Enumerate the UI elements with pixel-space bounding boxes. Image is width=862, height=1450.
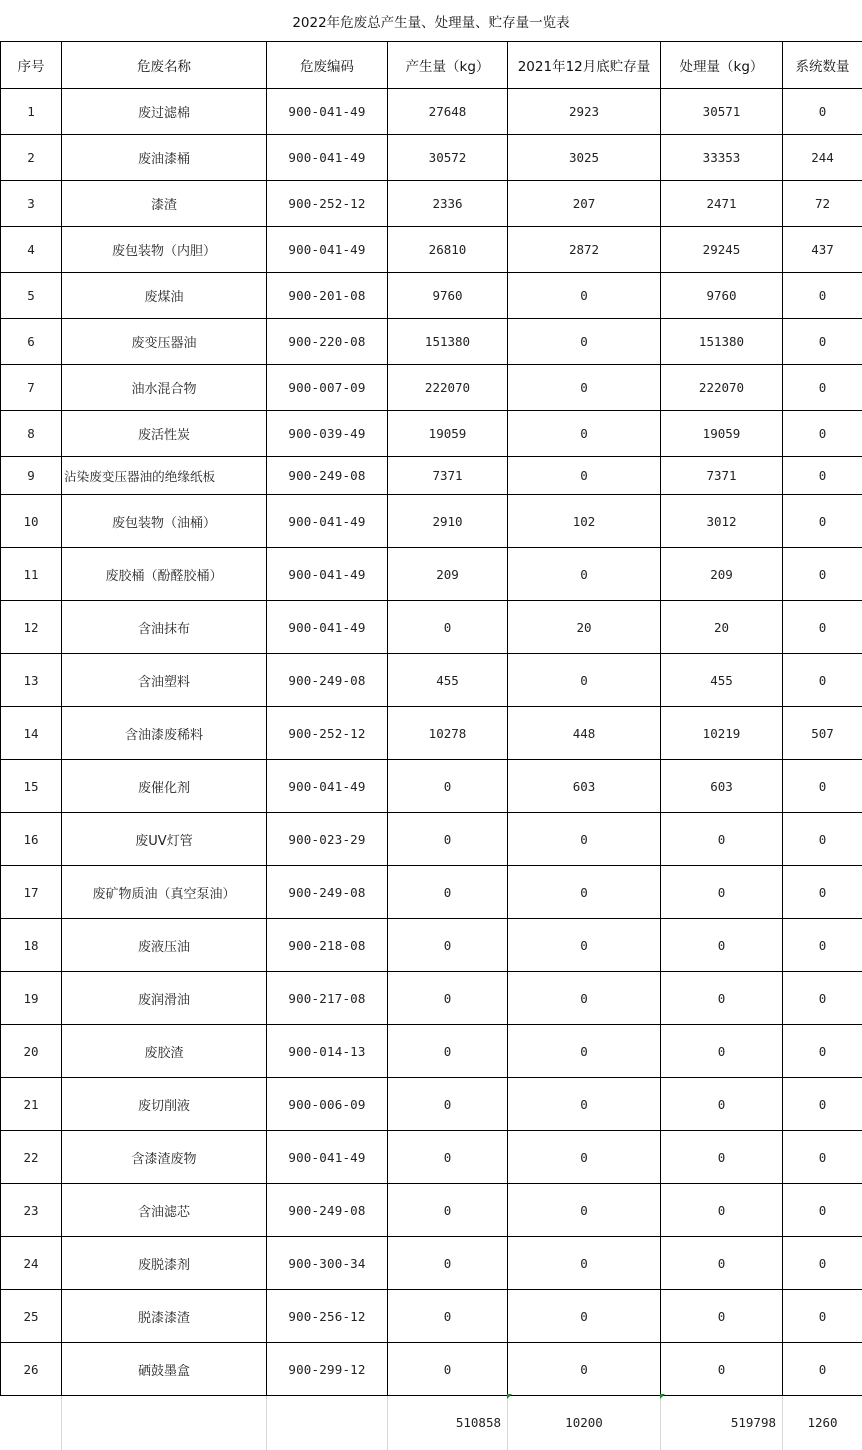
cell-name[interactable]: 废液压油 xyxy=(62,919,267,972)
table-row xyxy=(1,1025,862,1078)
cell-code[interactable]: 900-201-08 xyxy=(267,273,388,319)
cell-produced[interactable]: 7371 xyxy=(388,457,508,495)
cell-code[interactable]: 900-041-49 xyxy=(267,495,388,548)
table-row xyxy=(1,1343,862,1396)
cell-code[interactable]: 900-252-12 xyxy=(267,181,388,227)
table-row xyxy=(1,813,862,866)
cell-index[interactable]: 26 xyxy=(1,1343,62,1396)
cell-processed[interactable]: 33353 xyxy=(661,135,783,181)
cell-system-count[interactable]: 0 xyxy=(783,495,862,548)
cell-processed[interactable]: 0 xyxy=(661,1078,783,1131)
cell-index[interactable]: 18 xyxy=(1,919,62,972)
cell-processed[interactable]: 0 xyxy=(661,919,783,972)
cell-stock[interactable]: 0 xyxy=(508,1237,661,1290)
table-row xyxy=(1,1131,862,1184)
total-cell-stock[interactable]: 10200 xyxy=(508,1396,661,1450)
cell-system-count[interactable]: 0 xyxy=(783,654,862,707)
table-row xyxy=(1,866,862,919)
green-corner-marker xyxy=(660,1394,665,1399)
col-header-code[interactable]: 危废编码 xyxy=(267,42,388,89)
cell-stock[interactable]: 603 xyxy=(508,760,661,813)
cell-name[interactable]: 脱漆漆渣 xyxy=(62,1290,267,1343)
table-row xyxy=(1,548,862,601)
cell-system-count[interactable]: 0 xyxy=(783,1025,862,1078)
cell-index[interactable]: 5 xyxy=(1,273,62,319)
cell-processed[interactable]: 0 xyxy=(661,1131,783,1184)
cell-system-count[interactable]: 0 xyxy=(783,972,862,1025)
cell-name[interactable]: 废胶渣 xyxy=(62,1025,267,1078)
cell-produced[interactable]: 455 xyxy=(388,654,508,707)
table-row xyxy=(1,457,862,495)
cell-code[interactable]: 900-217-08 xyxy=(267,972,388,1025)
cell-index[interactable]: 12 xyxy=(1,601,62,654)
cell-system-count[interactable]: 0 xyxy=(783,760,862,813)
cell-produced[interactable]: 0 xyxy=(388,866,508,919)
cell-processed[interactable]: 0 xyxy=(661,1343,783,1396)
cell-name[interactable]: 废变压器油 xyxy=(62,319,267,365)
cell-produced[interactable]: 30572 xyxy=(388,135,508,181)
cell-stock[interactable]: 20 xyxy=(508,601,661,654)
cell-produced[interactable]: 27648 xyxy=(388,89,508,135)
cell-code[interactable]: 900-218-08 xyxy=(267,919,388,972)
total-cell-index[interactable] xyxy=(1,1396,62,1450)
cell-index[interactable]: 2 xyxy=(1,135,62,181)
cell-produced[interactable]: 2336 xyxy=(388,181,508,227)
cell-name[interactable]: 废过滤棉 xyxy=(62,89,267,135)
cell-system-count[interactable]: 0 xyxy=(783,1184,862,1237)
cell-index[interactable]: 1 xyxy=(1,89,62,135)
green-corner-marker xyxy=(507,1394,512,1399)
cell-code[interactable]: 900-023-29 xyxy=(267,813,388,866)
total-cell-processed[interactable]: 519798 xyxy=(661,1396,783,1450)
cell-system-count[interactable]: 0 xyxy=(783,813,862,866)
table-row xyxy=(1,1078,862,1131)
cell-name[interactable]: 油水混合物 xyxy=(62,365,267,411)
cell-system-count[interactable]: 0 xyxy=(783,89,862,135)
total-cell-code[interactable] xyxy=(267,1396,388,1450)
table-row xyxy=(1,601,862,654)
cell-name[interactable]: 沾染废变压器油的绝缘纸板 xyxy=(62,457,267,495)
cell-produced[interactable]: 0 xyxy=(388,1025,508,1078)
cell-produced[interactable]: 0 xyxy=(388,1237,508,1290)
cell-index[interactable]: 14 xyxy=(1,707,62,760)
cell-stock[interactable]: 0 xyxy=(508,1078,661,1131)
cell-code[interactable]: 900-249-08 xyxy=(267,654,388,707)
cell-produced[interactable]: 19059 xyxy=(388,411,508,457)
cell-index[interactable]: 6 xyxy=(1,319,62,365)
cell-stock[interactable]: 0 xyxy=(508,365,661,411)
cell-index[interactable]: 3 xyxy=(1,181,62,227)
cell-produced[interactable]: 222070 xyxy=(388,365,508,411)
cell-stock[interactable]: 0 xyxy=(508,273,661,319)
cell-index[interactable]: 13 xyxy=(1,654,62,707)
cell-system-count[interactable]: 437 xyxy=(783,227,862,273)
table-row xyxy=(1,227,862,273)
cell-name[interactable]: 含油滤芯 xyxy=(62,1184,267,1237)
cell-processed[interactable]: 603 xyxy=(661,760,783,813)
table-row xyxy=(1,273,862,319)
cell-processed[interactable]: 0 xyxy=(661,1290,783,1343)
cell-system-count[interactable]: 72 xyxy=(783,181,862,227)
cell-name[interactable]: 废活性炭 xyxy=(62,411,267,457)
cell-code[interactable]: 900-041-49 xyxy=(267,227,388,273)
cell-code[interactable]: 900-006-09 xyxy=(267,1078,388,1131)
table-row xyxy=(1,919,862,972)
cell-code[interactable]: 900-041-49 xyxy=(267,89,388,135)
table-row xyxy=(1,495,862,548)
cell-stock[interactable]: 0 xyxy=(508,1025,661,1078)
cell-stock[interactable]: 102 xyxy=(508,495,661,548)
table-row xyxy=(1,135,862,181)
table-row xyxy=(1,181,862,227)
cell-stock[interactable]: 0 xyxy=(508,319,661,365)
cell-name[interactable]: 废UV灯管 xyxy=(62,813,267,866)
cell-index[interactable]: 4 xyxy=(1,227,62,273)
cell-code[interactable]: 900-220-08 xyxy=(267,319,388,365)
cell-code[interactable]: 900-041-49 xyxy=(267,601,388,654)
cell-code[interactable]: 900-041-49 xyxy=(267,1131,388,1184)
table-row xyxy=(1,89,862,135)
cell-processed[interactable]: 7371 xyxy=(661,457,783,495)
cell-code[interactable]: 900-249-08 xyxy=(267,866,388,919)
cell-system-count[interactable]: 0 xyxy=(783,548,862,601)
col-header-stock[interactable]: 2021年12月底贮存量 xyxy=(508,42,661,89)
cell-system-count[interactable]: 0 xyxy=(783,1290,862,1343)
cell-processed[interactable]: 209 xyxy=(661,548,783,601)
table-row xyxy=(1,654,862,707)
cell-index[interactable]: 23 xyxy=(1,1184,62,1237)
cell-name[interactable]: 漆渣 xyxy=(62,181,267,227)
cell-code[interactable]: 900-014-13 xyxy=(267,1025,388,1078)
cell-index[interactable]: 17 xyxy=(1,866,62,919)
cell-stock[interactable]: 0 xyxy=(508,1131,661,1184)
cell-system-count[interactable]: 0 xyxy=(783,866,862,919)
cell-processed[interactable]: 222070 xyxy=(661,365,783,411)
cell-produced[interactable]: 9760 xyxy=(388,273,508,319)
cell-code[interactable]: 900-249-08 xyxy=(267,1184,388,1237)
cell-code[interactable]: 900-249-08 xyxy=(267,457,388,495)
table-row xyxy=(1,1184,862,1237)
cell-stock[interactable]: 0 xyxy=(508,457,661,495)
cell-stock[interactable]: 0 xyxy=(508,411,661,457)
cell-stock[interactable]: 0 xyxy=(508,548,661,601)
cell-code[interactable]: 900-299-12 xyxy=(267,1343,388,1396)
cell-processed[interactable]: 0 xyxy=(661,1237,783,1290)
cell-processed[interactable]: 30571 xyxy=(661,89,783,135)
cell-code[interactable]: 900-041-49 xyxy=(267,135,388,181)
page-title: 2022年危废总产生量、处理量、贮存量一览表 xyxy=(0,0,862,42)
cell-processed[interactable]: 3012 xyxy=(661,495,783,548)
cell-processed[interactable]: 0 xyxy=(661,1184,783,1237)
cell-stock[interactable]: 0 xyxy=(508,972,661,1025)
cell-code[interactable]: 900-041-49 xyxy=(267,760,388,813)
cell-code[interactable]: 900-300-34 xyxy=(267,1237,388,1290)
cell-system-count[interactable]: 0 xyxy=(783,601,862,654)
cell-stock[interactable]: 0 xyxy=(508,1184,661,1237)
cell-processed[interactable]: 455 xyxy=(661,654,783,707)
cell-system-count[interactable]: 0 xyxy=(783,319,862,365)
col-header-index[interactable]: 序号 xyxy=(1,42,62,89)
cell-produced[interactable]: 2910 xyxy=(388,495,508,548)
cell-index[interactable]: 16 xyxy=(1,813,62,866)
cell-stock[interactable]: 0 xyxy=(508,813,661,866)
cell-produced[interactable]: 0 xyxy=(388,919,508,972)
cell-produced[interactable]: 0 xyxy=(388,1290,508,1343)
cell-processed[interactable]: 151380 xyxy=(661,319,783,365)
cell-system-count[interactable]: 0 xyxy=(783,1343,862,1396)
cell-system-count[interactable]: 0 xyxy=(783,457,862,495)
table-row xyxy=(1,365,862,411)
totals-row xyxy=(1,1396,862,1450)
cell-stock[interactable]: 448 xyxy=(508,707,661,760)
cell-code[interactable]: 900-007-09 xyxy=(267,365,388,411)
cell-name[interactable]: 废油漆桶 xyxy=(62,135,267,181)
cell-name[interactable]: 废胶桶（酚醛胶桶） xyxy=(62,548,267,601)
cell-produced[interactable]: 209 xyxy=(388,548,508,601)
cell-stock[interactable]: 2872 xyxy=(508,227,661,273)
cell-index[interactable]: 25 xyxy=(1,1290,62,1343)
table-row xyxy=(1,1237,862,1290)
cell-stock[interactable]: 0 xyxy=(508,866,661,919)
cell-processed[interactable]: 0 xyxy=(661,813,783,866)
cell-system-count[interactable]: 0 xyxy=(783,1078,862,1131)
cell-system-count[interactable]: 0 xyxy=(783,273,862,319)
table-row xyxy=(1,707,862,760)
col-header-produced[interactable]: 产生量（kg） xyxy=(388,42,508,89)
cell-index[interactable]: 15 xyxy=(1,760,62,813)
cell-processed[interactable]: 29245 xyxy=(661,227,783,273)
cell-index[interactable]: 7 xyxy=(1,365,62,411)
cell-produced[interactable]: 0 xyxy=(388,1131,508,1184)
cell-stock[interactable]: 0 xyxy=(508,654,661,707)
cell-index[interactable]: 21 xyxy=(1,1078,62,1131)
cell-name[interactable]: 含油抹布 xyxy=(62,601,267,654)
cell-code[interactable]: 900-041-49 xyxy=(267,548,388,601)
col-header-name[interactable]: 危废名称 xyxy=(62,42,267,89)
cell-index[interactable]: 24 xyxy=(1,1237,62,1290)
cell-produced[interactable]: 0 xyxy=(388,1078,508,1131)
cell-name[interactable]: 废煤油 xyxy=(62,273,267,319)
cell-index[interactable]: 9 xyxy=(1,457,62,495)
table-row xyxy=(1,411,862,457)
cell-system-count[interactable]: 0 xyxy=(783,411,862,457)
cell-index[interactable]: 10 xyxy=(1,495,62,548)
cell-code[interactable]: 900-039-49 xyxy=(267,411,388,457)
cell-stock[interactable]: 0 xyxy=(508,919,661,972)
cell-produced[interactable]: 0 xyxy=(388,1184,508,1237)
cell-name[interactable]: 含油漆废稀料 xyxy=(62,707,267,760)
cell-name[interactable]: 废脱漆剂 xyxy=(62,1237,267,1290)
cell-name[interactable]: 废包装物（内胆） xyxy=(62,227,267,273)
total-cell-system-count[interactable]: 1260 xyxy=(783,1396,862,1450)
cell-processed[interactable]: 10219 xyxy=(661,707,783,760)
cell-produced[interactable]: 10278 xyxy=(388,707,508,760)
cell-stock[interactable]: 3025 xyxy=(508,135,661,181)
cell-produced[interactable]: 151380 xyxy=(388,319,508,365)
cell-produced[interactable]: 0 xyxy=(388,972,508,1025)
table-row xyxy=(1,1290,862,1343)
table-row xyxy=(1,319,862,365)
cell-code[interactable]: 900-256-12 xyxy=(267,1290,388,1343)
cell-index[interactable]: 19 xyxy=(1,972,62,1025)
cell-index[interactable]: 20 xyxy=(1,1025,62,1078)
table-row xyxy=(1,760,862,813)
cell-produced[interactable]: 26810 xyxy=(388,227,508,273)
cell-index[interactable]: 11 xyxy=(1,548,62,601)
cell-name[interactable]: 废润滑油 xyxy=(62,972,267,1025)
cell-code[interactable]: 900-252-12 xyxy=(267,707,388,760)
cell-system-count[interactable]: 0 xyxy=(783,1131,862,1184)
cell-processed[interactable]: 2471 xyxy=(661,181,783,227)
cell-stock[interactable]: 2923 xyxy=(508,89,661,135)
cell-name[interactable]: 含漆渣废物 xyxy=(62,1131,267,1184)
cell-index[interactable]: 8 xyxy=(1,411,62,457)
table-row xyxy=(1,972,862,1025)
cell-stock[interactable]: 0 xyxy=(508,1290,661,1343)
cell-name[interactable]: 含油塑料 xyxy=(62,654,267,707)
cell-processed[interactable]: 0 xyxy=(661,866,783,919)
cell-system-count[interactable]: 244 xyxy=(783,135,862,181)
cell-stock[interactable]: 207 xyxy=(508,181,661,227)
cell-name[interactable]: 废切削液 xyxy=(62,1078,267,1131)
cell-system-count[interactable]: 0 xyxy=(783,365,862,411)
col-header-system-count[interactable]: 系统数量 xyxy=(783,42,862,89)
waste-table xyxy=(0,41,862,1450)
cell-produced[interactable]: 0 xyxy=(388,760,508,813)
cell-name[interactable]: 废包装物（油桶） xyxy=(62,495,267,548)
total-cell-name[interactable] xyxy=(62,1396,267,1450)
cell-index[interactable]: 22 xyxy=(1,1131,62,1184)
header-row xyxy=(1,42,862,89)
cell-name[interactable]: 废催化剂 xyxy=(62,760,267,813)
cell-processed[interactable]: 9760 xyxy=(661,273,783,319)
cell-processed[interactable]: 19059 xyxy=(661,411,783,457)
cell-system-count[interactable]: 0 xyxy=(783,919,862,972)
col-header-processed[interactable]: 处理量（kg） xyxy=(661,42,783,89)
cell-produced[interactable]: 0 xyxy=(388,813,508,866)
cell-processed[interactable]: 0 xyxy=(661,1025,783,1078)
cell-stock[interactable]: 0 xyxy=(508,1343,661,1396)
cell-produced[interactable]: 0 xyxy=(388,1343,508,1396)
cell-name[interactable]: 废矿物质油（真空泵油） xyxy=(62,866,267,919)
cell-system-count[interactable]: 507 xyxy=(783,707,862,760)
cell-processed[interactable]: 20 xyxy=(661,601,783,654)
cell-processed[interactable]: 0 xyxy=(661,972,783,1025)
cell-name[interactable]: 硒鼓墨盒 xyxy=(62,1343,267,1396)
total-cell-produced[interactable]: 510858 xyxy=(388,1396,508,1450)
cell-system-count[interactable]: 0 xyxy=(783,1237,862,1290)
cell-produced[interactable]: 0 xyxy=(388,601,508,654)
